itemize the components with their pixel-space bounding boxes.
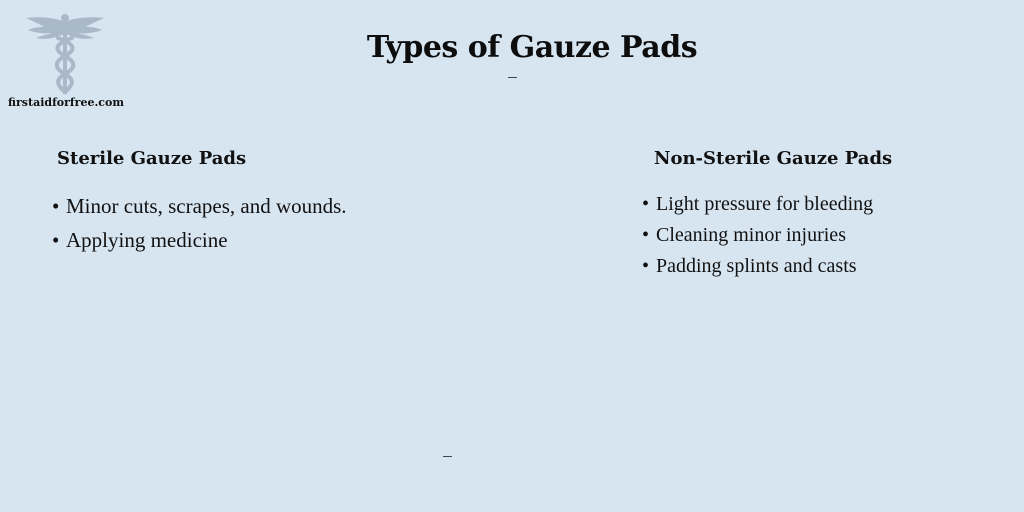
list-item [52,192,347,226]
list-item-text: Cleaning minor injuries [656,224,846,246]
decorative-dash [443,456,452,457]
list-item-text: Light pressure for bleeding [656,193,874,215]
list-item [642,221,873,252]
non-sterile-heading: Non-Sterile Gauze Pads [654,148,893,169]
list-item-text: Applying medicine [66,228,228,252]
bullet-icon: • [52,194,60,218]
sterile-uses-list [52,192,347,260]
list-item [642,190,873,221]
page-title: Types of Gauze Pads [366,30,698,65]
bullet-icon: • [642,224,650,246]
list-item [52,226,347,260]
decorative-dash [508,77,517,78]
bullet-icon: • [52,228,60,252]
list-item-text: Minor cuts, scrapes, and wounds. [66,194,347,218]
sterile-heading: Sterile Gauze Pads [57,148,247,169]
bullet-icon: • [642,255,650,277]
non-sterile-uses-list [642,190,873,283]
list-item [642,252,873,283]
list-item-text: Padding splints and casts [656,255,857,277]
bullet-icon: • [642,193,650,215]
site-name: firstaidforfree.com [8,96,124,109]
